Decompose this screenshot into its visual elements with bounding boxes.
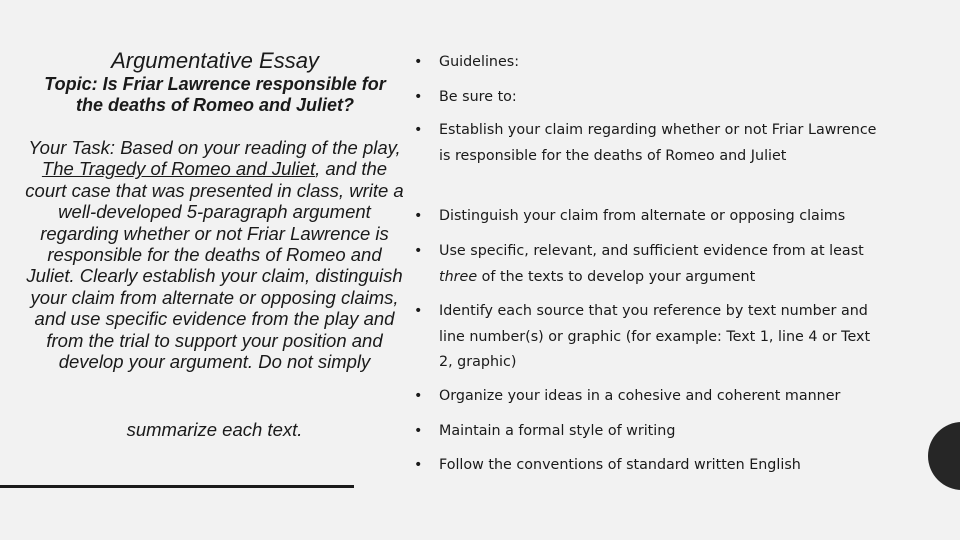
- list-item: [414, 299, 884, 376]
- bullet-dot: •: [414, 388, 423, 404]
- list-item-text: Identify each source that you reference by text number and line number(s) or graphic (for example: Text 1, line 4 or Text 2, graphic): [439, 303, 871, 370]
- guidelines-heading: [414, 50, 884, 76]
- evidence-text-part-1: Use specific, relevant, and sufficient evidence from at least: [439, 243, 864, 259]
- task-tail: summarize each text.: [126, 419, 303, 440]
- list-item: [414, 384, 884, 410]
- task-text-part-2: , and the court case that was presented in class, write a well-developed 5-paragraph argument regarding whether or not Friar Lawrence is responsible for the deaths of Romeo and Juliet. Clearly establish your claim, distinguish your claim from alternate or opposing claims, and use specific evidence from the play and from the trial to support your position and develop your argument. Do not simply: [25, 158, 404, 373]
- list-item: [414, 419, 884, 445]
- play-title: The Tragedy of Romeo and Juliet: [41, 158, 316, 180]
- be-sure-label: Be sure to:: [439, 89, 517, 105]
- list-item-evidence: [414, 239, 884, 290]
- bullet-dot: •: [414, 423, 423, 439]
- essay-topic: Topic: Is Friar Lawrence responsible for the deaths of Romeo and Juliet?: [44, 74, 386, 115]
- guidelines-label: Guidelines:: [439, 54, 520, 70]
- list-item-text: Organize your ideas in a cohesive and coherent manner: [439, 388, 841, 404]
- task-text-part-1: Based on your reading of the play,: [115, 137, 401, 158]
- essay-title: Argumentative Essay: [111, 48, 319, 73]
- list-item-text: Establish your claim regarding whether or not Friar Lawrence is responsible for the deaths of Romeo and Juliet: [439, 122, 877, 164]
- decorative-circle: [928, 422, 960, 490]
- bullet-dot: •: [414, 89, 423, 105]
- list-item-text: Maintain a formal style of writing: [439, 423, 676, 439]
- bullet-dot: •: [414, 208, 423, 224]
- task-paragraph: [22, 137, 407, 372]
- bullet-dot: •: [414, 303, 423, 319]
- task-label: Your Task:: [28, 137, 116, 158]
- list-item: [414, 204, 884, 230]
- bullet-dot: •: [414, 457, 423, 473]
- be-sure-heading: [414, 85, 884, 111]
- list-item: [414, 118, 884, 169]
- bullet-dot: •: [414, 54, 423, 70]
- bullet-dot: •: [414, 122, 423, 138]
- evidence-text-part-2: of the texts to develop your argument: [477, 268, 756, 285]
- list-item-text: Distinguish your claim from alternate or opposing claims: [439, 208, 846, 224]
- divider-rule: [0, 485, 354, 488]
- list-item-text: [439, 239, 884, 290]
- list-item-text: Follow the conventions of standard written English: [439, 457, 801, 473]
- list-item: [414, 453, 884, 479]
- bullet-dot: •: [414, 243, 423, 259]
- evidence-emphasis: three: [439, 268, 478, 285]
